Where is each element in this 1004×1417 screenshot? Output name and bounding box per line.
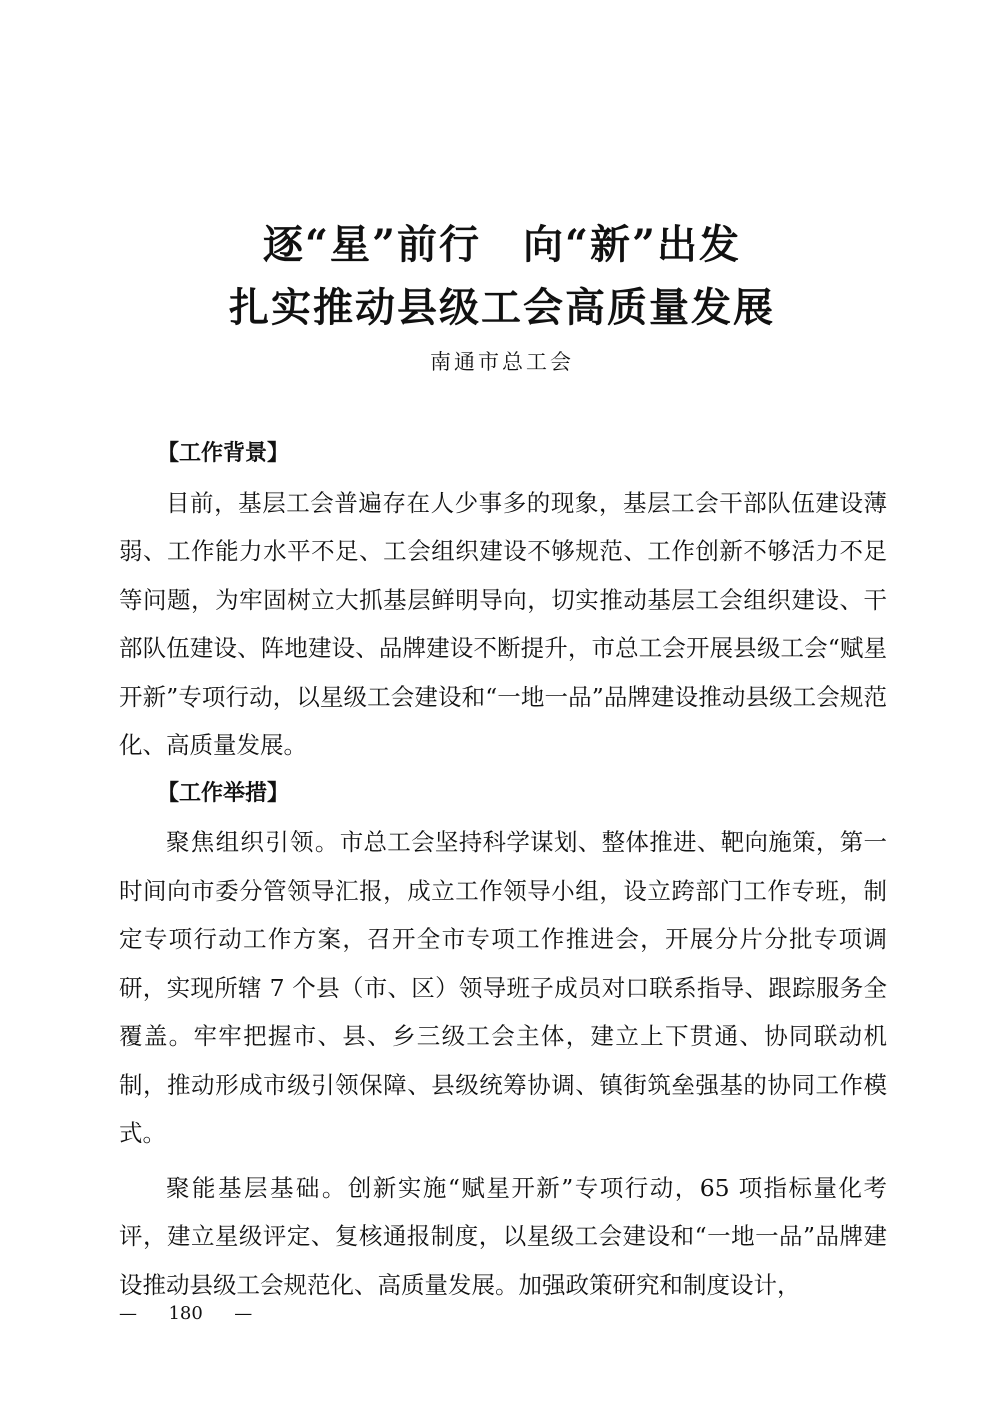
paragraph-organization xyxy=(119,818,887,1158)
author: 南通市总工会 xyxy=(430,350,574,374)
section-heading-measures: 【工作举措】 xyxy=(157,780,290,806)
page-number: 180 xyxy=(168,1303,203,1324)
paragraph-text: 创新实施“赋星开新”专项行动，65 项指标量化考评，建立星级评定、复核通报制度，以星级工会建设和“一地一品”品牌建设推动县级工会规范化、高质量发展。加强政策研究和制度设计， xyxy=(119,1173,888,1299)
paragraph-text: 市总工会坚持科学谋划、整体推进、靶向施策，第一时间向市委分管领导汇报，成立工作领导小组，设立跨部门工作专班，制定专项行动工作方案，召开全市专项工作推进会，开展分片分批专项调研，实现所辖 7 个县（市、区）领导班子成员对口联系指导、跟踪服务全覆盖。牢牢把握市、县、乡三级工会主体，建立上下贯通、协同联动机制，推动形成市级引领保障、县级统筹协调、镇街筑垒强基的协同工作模式。 xyxy=(119,828,888,1147)
page-footer xyxy=(119,1303,252,1324)
paragraph-text: 目前，基层工会普遍存在人少事多的现象，基层工会干部队伍建设薄弱、工作能力水平不足、工会组织建设不够规范、工作创新不够活力不足等问题，为牢固树立大抓基层鲜明导向，切实推动基层工会组织建设、干部队伍建设、阵地建设、品牌建设不断提升，市总工会开展县级工会“赋星开新”专项行动，以星级工会建设和“一地一品”品牌建设推动县级工会规范化、高质量发展。 xyxy=(119,488,887,759)
title-line-1: 逐“星”前行 向“新”出发 xyxy=(262,221,742,268)
paragraph-background xyxy=(119,479,887,770)
paragraph-lead: 聚能基层基础。 xyxy=(166,1173,348,1202)
paragraph-lead: 聚焦组织引领。 xyxy=(166,828,340,856)
title-line-2: 扎实推动县级工会高质量发展 xyxy=(229,284,775,331)
section-heading-background: 【工作背景】 xyxy=(157,441,290,466)
footer-dash-left: — xyxy=(119,1303,137,1324)
paragraph-grassroots xyxy=(119,1164,887,1310)
article-body xyxy=(119,430,887,1309)
footer-dash-right: — xyxy=(234,1303,253,1324)
